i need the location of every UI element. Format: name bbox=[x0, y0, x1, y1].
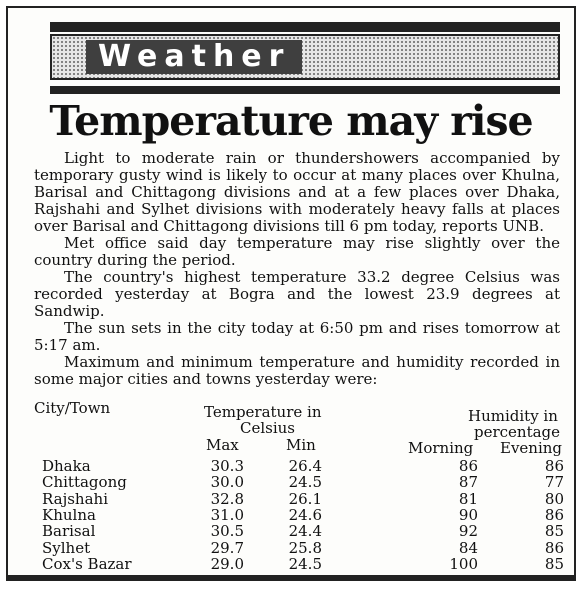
cell-max: 32.8 bbox=[210, 489, 244, 508]
headline: Temperature may rise bbox=[49, 97, 533, 145]
header-humidity-line1: Humidity in bbox=[468, 407, 558, 425]
cell-city: Barisal bbox=[42, 522, 96, 541]
paragraph-table-intro: Maximum and minimum temperature and humidity recorded in some major cities and towns yesterday were: bbox=[34, 353, 560, 388]
cell-morning: 87 bbox=[458, 473, 478, 492]
bottom-rule bbox=[8, 575, 574, 579]
header-temperature-line2: Celsius bbox=[240, 419, 296, 437]
header-min: Min bbox=[286, 436, 316, 454]
table-row bbox=[34, 556, 564, 573]
cell-city: Cox's Bazar bbox=[42, 554, 132, 573]
cell-city: Chittagong bbox=[42, 473, 127, 492]
table-row bbox=[34, 523, 564, 540]
paragraph-forecast: Light to moderate rain or thundershowers accompanied by temporary gusty wind is likely to occur at many places over Khulna, Barisal and Chittagong divisions and at a few places over Dhaka, Rajshahi and Sylhet divisions with moderately heavy falls at places over Barisal and Chittagong divisions till 6 pm today, reports UNB. bbox=[34, 149, 560, 235]
cell-city: Khulna bbox=[42, 505, 96, 524]
article-body bbox=[34, 150, 560, 388]
cell-morning: 86 bbox=[458, 457, 478, 475]
cell-evening: 80 bbox=[544, 489, 564, 508]
banner-bottom-rule bbox=[50, 86, 560, 94]
cell-evening: 86 bbox=[544, 538, 564, 557]
header-humidity-line2: percentage bbox=[474, 423, 561, 441]
section-banner bbox=[50, 16, 560, 98]
cell-morning: 81 bbox=[458, 489, 478, 508]
cell-min: 25.8 bbox=[288, 538, 322, 557]
header-temperature-line1: Temperature in bbox=[204, 403, 322, 421]
banner-top-rule bbox=[50, 22, 560, 32]
cell-max: 30.0 bbox=[210, 473, 244, 492]
cell-max: 30.3 bbox=[210, 457, 244, 475]
newspaper-clipping bbox=[6, 6, 576, 581]
header-max: Max bbox=[206, 436, 239, 454]
cell-city: Sylhet bbox=[42, 538, 91, 557]
cell-evening: 77 bbox=[544, 473, 564, 492]
table-row bbox=[34, 540, 564, 557]
header-evening: Evening bbox=[500, 439, 563, 457]
cell-morning: 84 bbox=[458, 538, 478, 557]
cell-min: 26.4 bbox=[288, 457, 322, 475]
paragraph-met-office: Met office said day temperature may rise slightly over the country during the period. bbox=[34, 234, 560, 269]
cell-max: 29.7 bbox=[210, 538, 244, 557]
cell-city: Rajshahi bbox=[42, 489, 108, 508]
cell-morning: 90 bbox=[458, 505, 478, 524]
cell-min: 24.5 bbox=[288, 554, 322, 573]
cell-evening: 86 bbox=[544, 457, 564, 475]
paragraph-extremes: The country's highest temperature 33.2 degree Celsius was recorded yesterday at Bogra and the lowest 23.9 degrees at Sandwip. bbox=[34, 268, 560, 320]
cell-evening: 86 bbox=[544, 505, 564, 524]
cell-morning: 92 bbox=[458, 522, 478, 541]
cell-min: 24.4 bbox=[288, 522, 322, 541]
section-title: Weather bbox=[86, 40, 302, 74]
cell-max: 31.0 bbox=[210, 505, 244, 524]
table-row bbox=[34, 474, 564, 491]
cell-evening: 85 bbox=[544, 522, 564, 541]
cell-max: 30.5 bbox=[210, 522, 244, 541]
cell-min: 26.1 bbox=[288, 489, 322, 508]
banner-dotted-band bbox=[50, 34, 560, 80]
cell-morning: 100 bbox=[449, 554, 478, 573]
header-morning: Morning bbox=[408, 439, 474, 457]
cell-min: 24.5 bbox=[288, 473, 322, 492]
cell-evening: 85 bbox=[544, 554, 564, 573]
cell-city: Dhaka bbox=[42, 457, 91, 475]
cell-min: 24.6 bbox=[288, 505, 322, 524]
header-city: City/Town bbox=[34, 399, 111, 417]
paragraph-sun-times: The sun sets in the city today at 6:50 pm and rises tomorrow at 5:17 am. bbox=[34, 319, 560, 354]
cell-max: 29.0 bbox=[210, 554, 244, 573]
